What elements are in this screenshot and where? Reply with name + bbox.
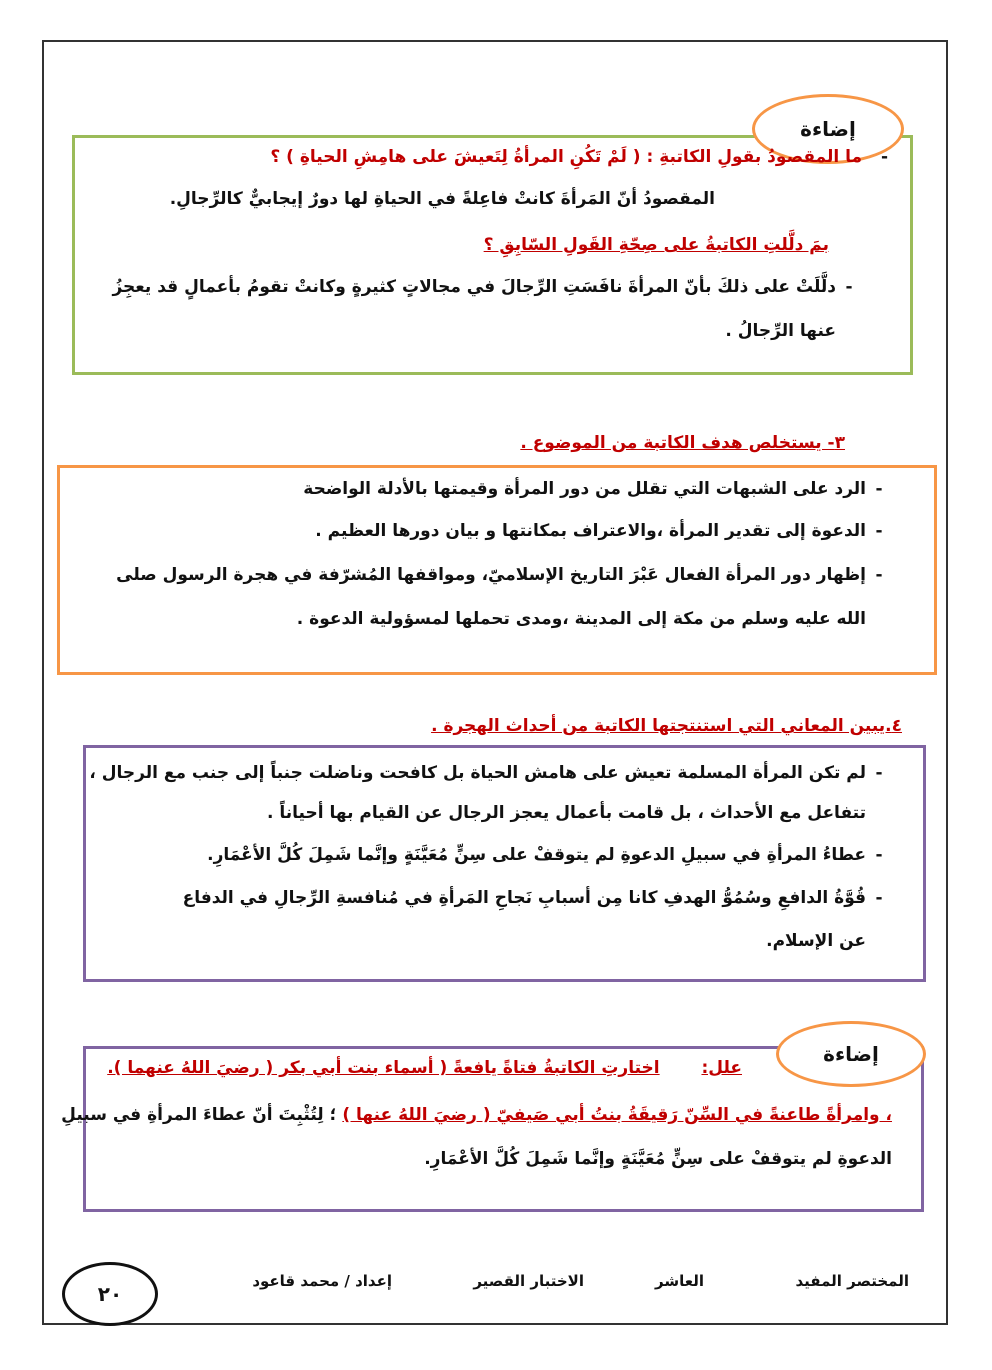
section-4-heading: ٤.يبين المعاني التي استنتجتها الكاتبة من أحداث الهجرة . — [431, 716, 902, 736]
reason-question-text: اختارتِ الكاتبةُ فتاةً يافعةً ( أسماء بنت أبي بكر ( رضيَ اللهُ عنهما ). — [107, 1058, 660, 1078]
question-2: بمَ دلَّلتِ الكاتبةُ على صِحّةِ القَولِ السّابِقِ ؟ — [483, 235, 829, 255]
goal-item-3-line-1: -إظهار دور المرأة الفعال عَبْرَ التاريخ الإسلاميّ، ومواقفها المُشرّفة في هجرة الرسول صلى — [116, 565, 883, 585]
meaning-item-3-line-1: -قُوَّةُ الدافعِ وسُمُوُّ الهدفِ كانا مِن أسبابِ نَجاحِ المَرأةِ في مُنافسةِ الرِّجالِ في الدفاع — [182, 888, 883, 908]
reason-answer-highlight: ، وامرأةً طاعنةً في السِّنّ رَقيقَةُ بنتُ أبي صَيفيّ ( رضيَ اللهُ عنها ) — [342, 1105, 892, 1125]
reason-answer-line-2: الدعوةِ لم يتوقفْ على سِنٍّ مُعَيَّنَةٍ وإنَّما شَمِلَ كُلَّ الأعْمَارِ. — [424, 1149, 892, 1169]
meaning-item-3-line-2: عن الإسلام. — [766, 931, 866, 951]
footer-author: إعداد / محمد قاعود — [252, 1272, 392, 1290]
goal-item-2: -الدعوة إلى تقدير المرأة ،والاعتراف بمكانتها و بيان دورها العظيم . — [315, 521, 883, 541]
goal-item-1: -الرد على الشبهات التي تقلل من دور المرأة وقيمتها بالأدلة الواضحة — [303, 479, 883, 499]
page-number — [62, 1262, 158, 1326]
reason-answer-text: ؛ لِتُثْبِتَ أنّ عطاءَ المرأةِ في سبيلِ — [61, 1105, 337, 1125]
reason-label: علل: — [701, 1058, 742, 1078]
meaning-item-2: -عطاءُ المرأةِ في سبيلِ الدعوةِ لم يتوقفْ على سِنٍّ مُعَيَّنَةٍ وإنَّما شَمِلَ كُلَّ الأعْمَارِ. — [207, 845, 883, 865]
meaning-item-1-line-1: -لم تكن المرأة المسلمة تعيش على هامش الحياة بل كافحت وناضلت جنباً إلى جنب مع الرجال ، — [89, 763, 883, 783]
illumination-badge-1-label: إضاءة — [800, 117, 856, 141]
section-3-heading: ٣- يستخلص هدف الكاتبة من الموضوع . — [520, 433, 845, 453]
meaning-item-1-line-2: تتفاعل مع الأحداث ، بل قامت بأعمال يعجز الرجال عن القيام بها أحياناً . — [267, 803, 866, 823]
footer-exam-type: الاختبار القصير — [473, 1272, 584, 1290]
answer-1: المقصودُ أنّ المَرأةَ كانتْ فاعِلةً في الحياةِ لها دورٌ إيجابيٌّ كالرِّجالِ. — [169, 189, 715, 209]
footer-grade: العاشر — [655, 1272, 704, 1290]
footer-book-title: المختصر المفيد — [795, 1272, 909, 1290]
goal-item-3-line-2: الله عليه وسلم من مكة إلى المدينة ،ومدى تحملها لمسؤولية الدعوة . — [296, 609, 866, 629]
question-1-bullet: - — [880, 147, 888, 167]
reason-answer-line-1 — [61, 1104, 892, 1126]
reason-question — [107, 1057, 742, 1079]
question-1: ما المقصودُ بقولِ الكاتبةِ : ( لَمْ تَكُنِ المرأةُ لِتَعيشَ على هامِشِ الحياةِ ) ؟ — [270, 147, 862, 167]
illumination-badge-2-label: إضاءة — [823, 1042, 879, 1066]
page-number-label: ٢٠ — [97, 1282, 123, 1306]
illumination-badge-2 — [776, 1021, 926, 1087]
answer-2-line-2: عنها الرِّجالُ . — [725, 321, 836, 341]
answer-2-line-1: -دلَّلَتْ على ذلكَ بأنّ المرأةَ نافَسَتِ الرِّجالَ في مجالاتٍ كثيرةٍ وكانتْ تقومُ بأعمالٍ قد يعجِزُ — [112, 277, 853, 297]
